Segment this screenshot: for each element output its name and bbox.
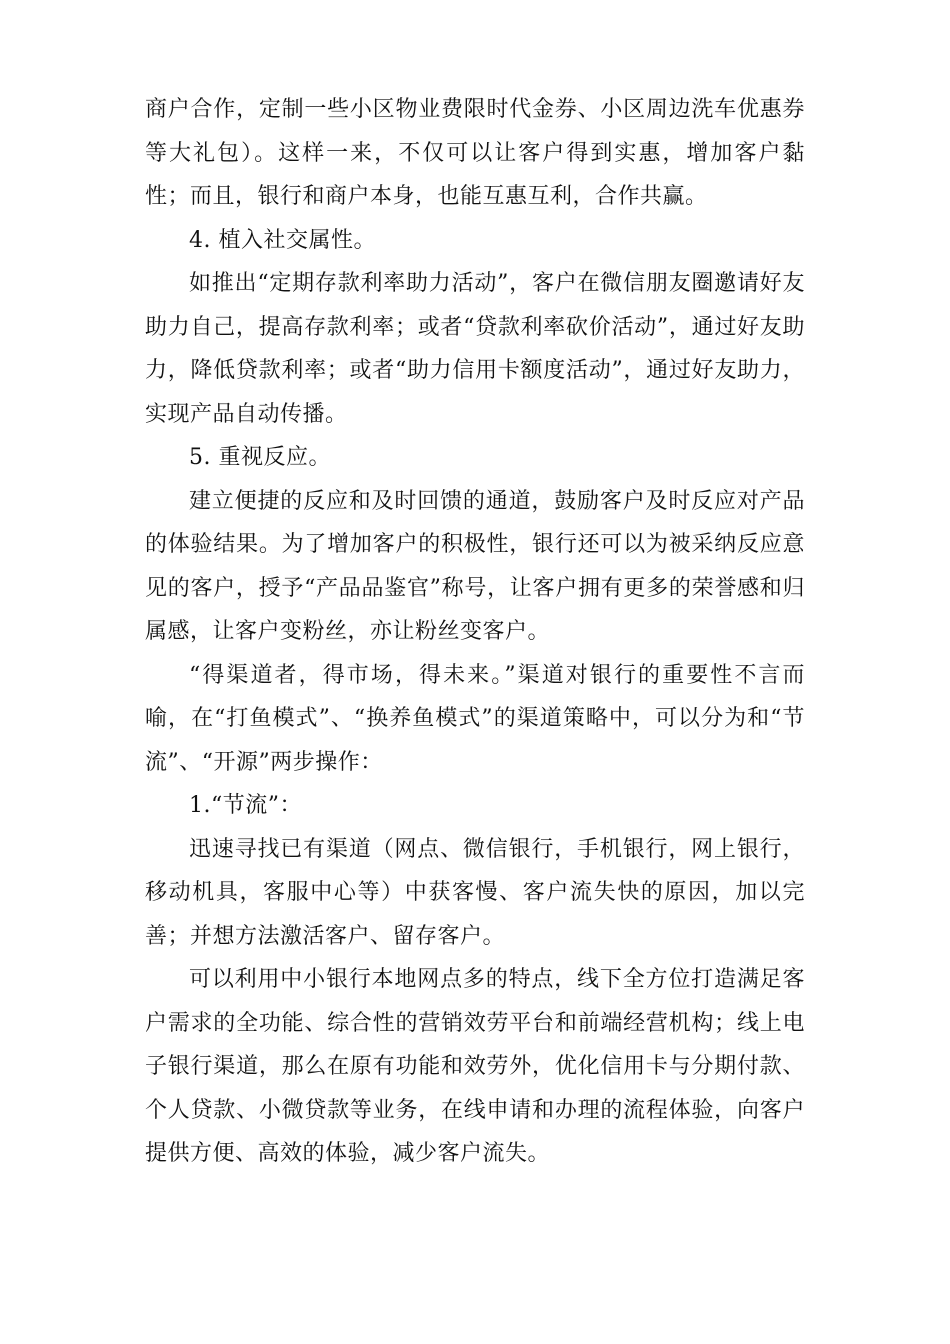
paragraph-feedback-channel: 建立便捷的反应和及时回馈的通道，鼓励客户及时反应对产品的体验结果。为了增加客户的积极性，银行还可以为被采纳反应意见的客户，授予“产品品鉴官”称号，让客户拥有更多的荣誉感和归属感，让客户变粉丝，亦让粉丝变客户。 xyxy=(145,488,805,644)
paragraph-existing-channels: 迅速寻找已有渠道（网点、微信银行，手机银行，网上银行，移动机具，客服中心等）中获客慢、客户流失快的原因，加以完善；并想方法激活客户、留存客户。 xyxy=(145,836,805,949)
paragraph-merchant-cooperation: 商户合作，定制一些小区物业费限时代金券、小区周边洗车优惠券等大礼包）。这样一来，不仅可以让客户得到实惠，增加客户黏性；而且，银行和商户本身，也能互惠互利，合作共赢。 xyxy=(145,97,805,209)
heading-social-attributes: 4. 植入社交属性。 xyxy=(189,227,376,253)
paragraph-social-activities: 如推出“定期存款利率助力活动”，客户在微信朋友圈邀请好友助力自己，提高存款利率；或者“贷款利率砍价活动”，通过好友助力，降低贷款利率；或者“助力信用卡额度活动”，通过好友助力，实现产品自动传播。 xyxy=(145,271,805,427)
heading-throttle: 1.“节流”： xyxy=(189,793,302,818)
paragraph-channel-strategy: “得渠道者，得市场，得未来。”渠道对银行的重要性不言而喻，在“打鱼模式”、“换养鱼模式”的渠道策略中，可以分为和“节流”、“开源”两步操作： xyxy=(145,662,805,775)
document-body xyxy=(145,88,805,1176)
paragraph-online-offline: 可以利用中小银行本地网点多的特点，线下全方位打造满足客户需求的全功能、综合性的营销效劳平台和前端经营机构；线上电子银行渠道，那么在原有功能和效劳外，优化信用卡与分期付款、个人贷款、小微贷款等业务，在线申请和办理的流程体验，向客户提供方便、高效的体验，减少客户流失。 xyxy=(145,967,805,1166)
heading-feedback: 5. 重视反应。 xyxy=(189,445,331,470)
